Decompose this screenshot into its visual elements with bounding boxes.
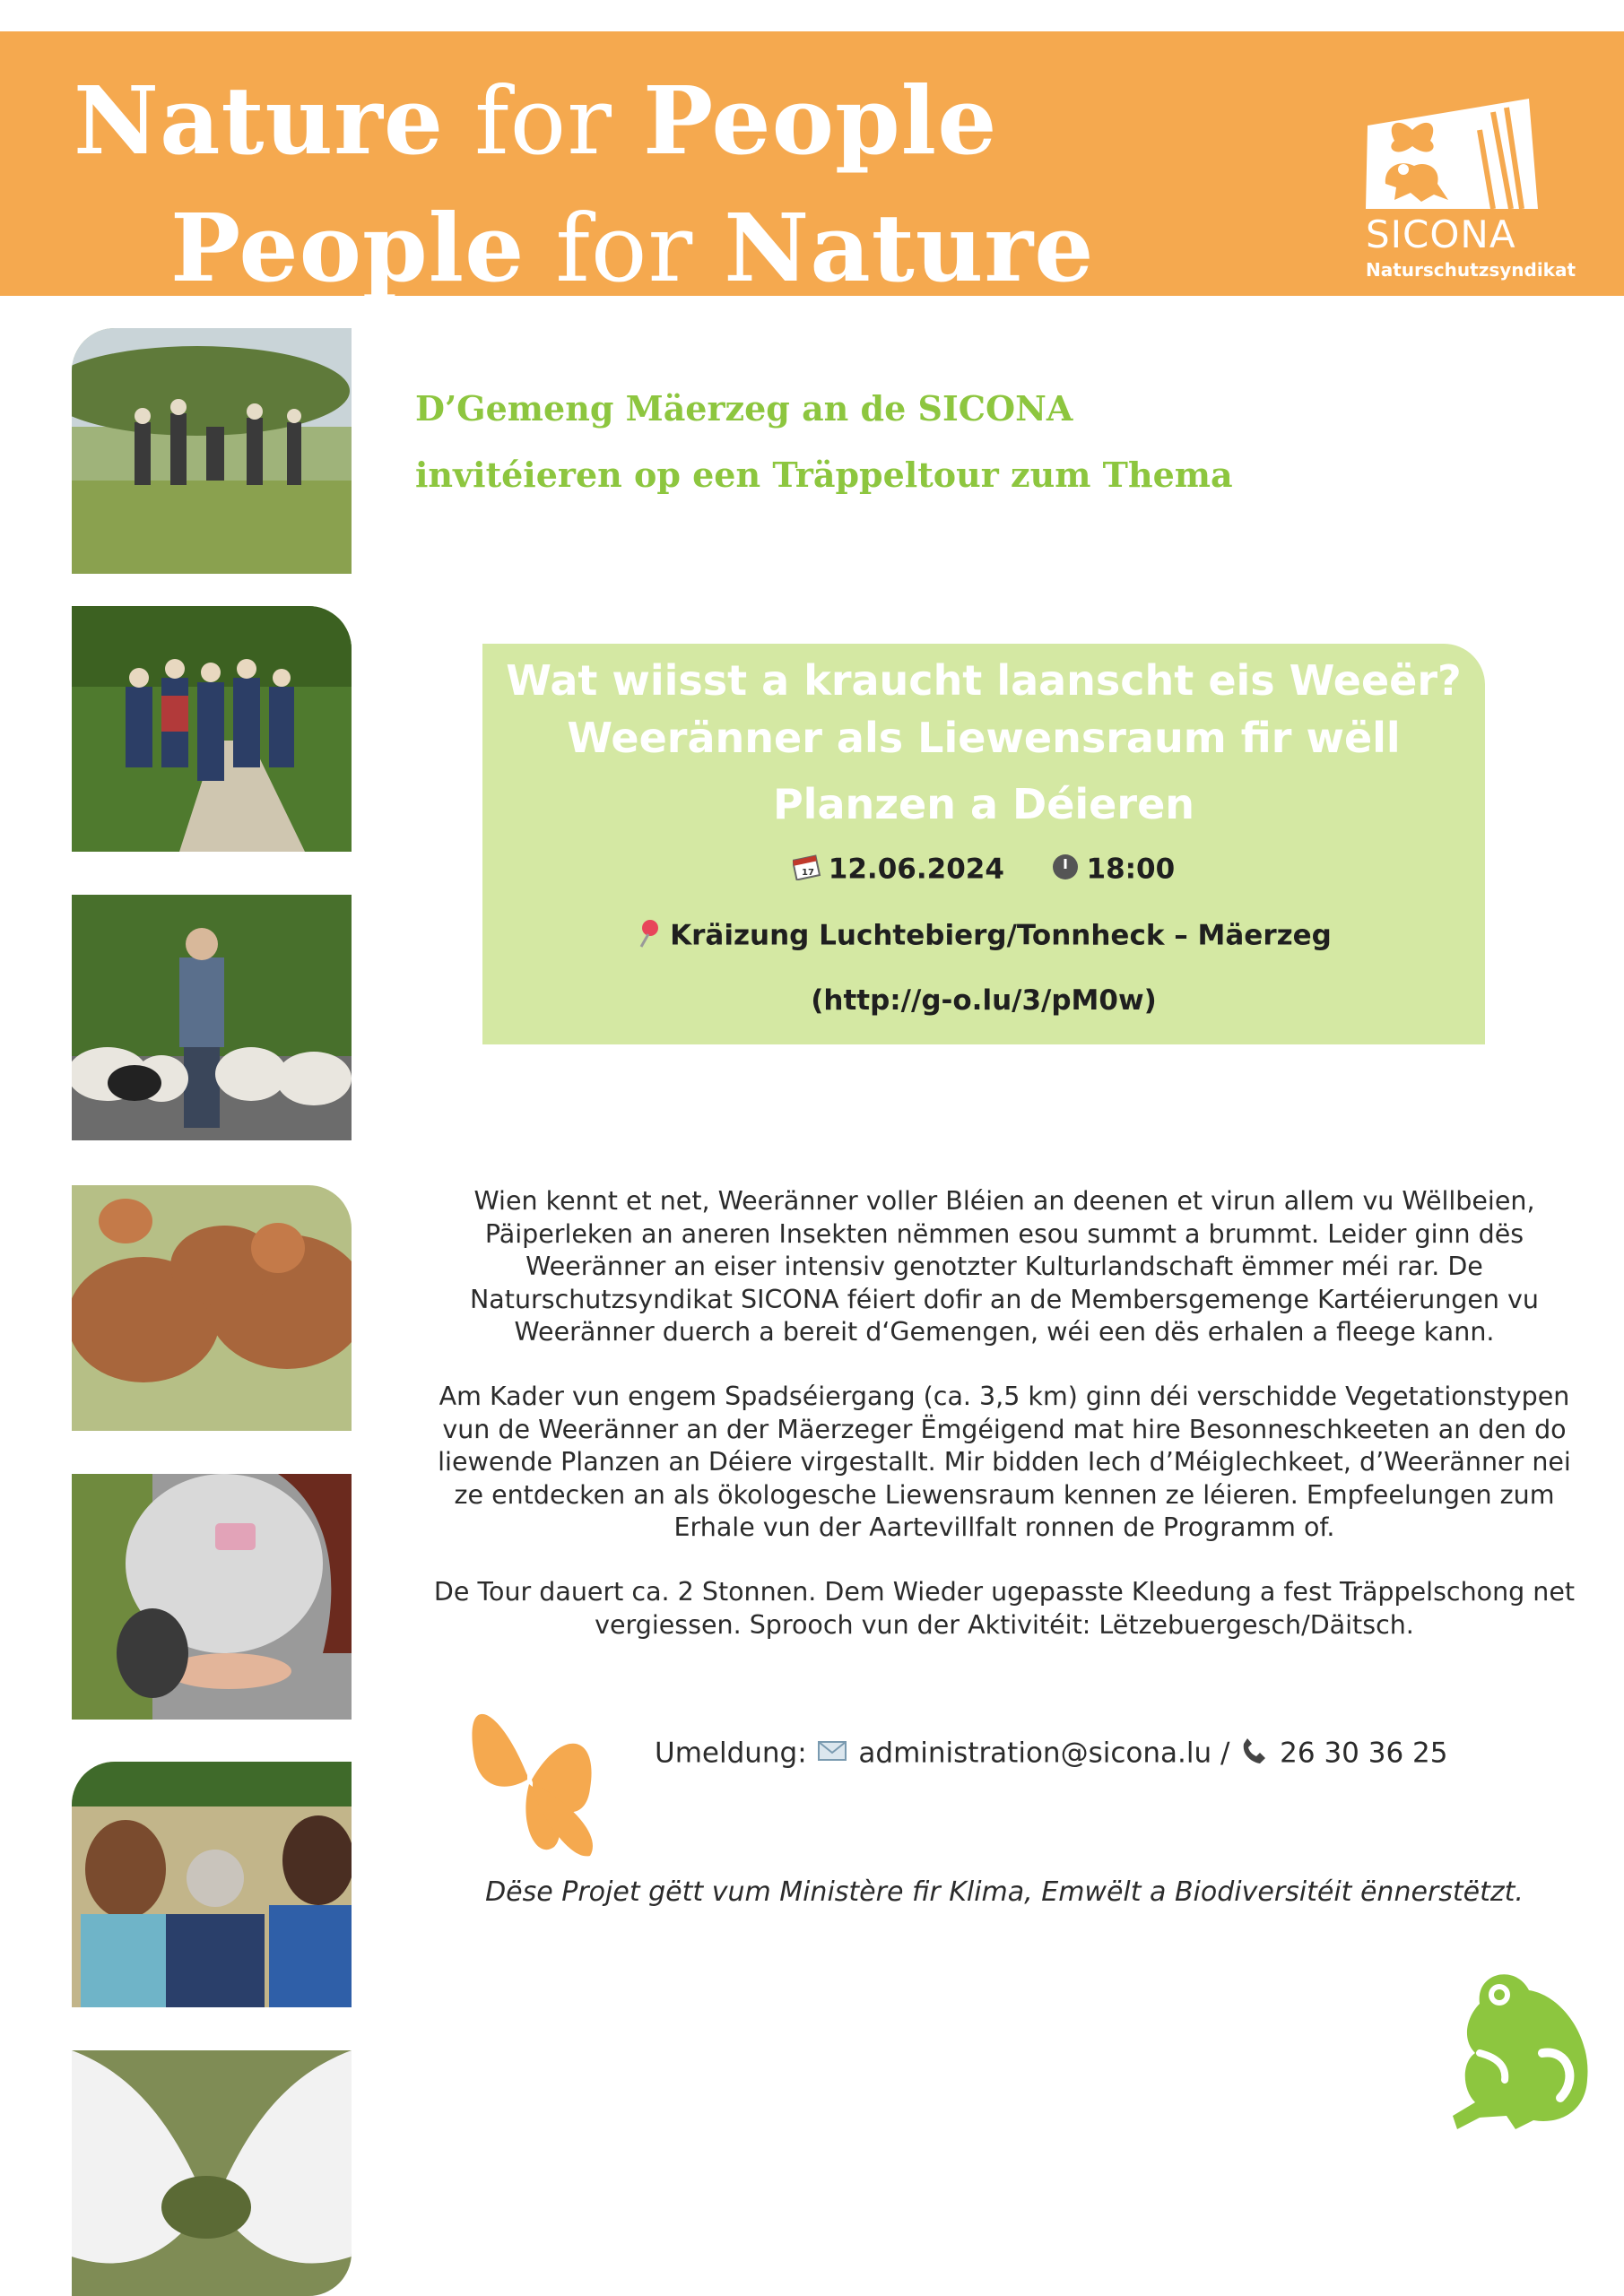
headline-word: Nature [74,65,445,176]
invitation-line-2: invitéieren op een Träppeltour zum Thema [415,455,1233,495]
event-date: 12.06.2024 [828,853,1004,886]
event-datetime [482,853,1485,888]
photo-shepherd-with-sheep [72,895,352,1140]
event-title-line-3: Planzen a Déieren [772,780,1195,828]
logo-graphic [1359,94,1547,211]
sicona-logo [1359,94,1576,287]
frog-icon [1426,1954,1605,2137]
registration-label: Umeldung: [655,1737,807,1770]
header-banner [0,31,1624,303]
description-paragraph-3: De Tour dauert ca. 2 Stonnen. Dem Wieder ugepasste Kleedung a fest Träppelschong net vergiessen. Sprooch vun der Aktivitéit: Lëtzebuergesch/Däitsch. [433,1577,1576,1640]
event-title-line-2: Weeränner als Liewensraum fir wëll [567,714,1401,762]
event-map-link[interactable]: (http://g-o.lu/3/pM0w) [811,984,1157,1017]
phone-icon [1238,1737,1271,1772]
description-paragraph-2: Am Kader vun engem Spadséiergang (ca. 3,5 km) ginn déi verschidde Vegetationstypen vun de Weeränner an der Mäerzeger Ëmgéigend mat hire Besonneschkeeten an den do liewende Planzen an Déiere virgestallt. Mir bidden Iech d’Méiglechkeet, d’Weeränner nei ze entdecken an als ökologesche Liewensraum kennen ze léieren. Empfeelungen zum Erhale vun der Aartevillfalt ronnen de Programm of. [438,1382,1571,1542]
email-icon [816,1738,850,1771]
event-time: 18:00 [1086,853,1176,886]
logo-subtitle: Naturschutzsyndikat [1366,259,1576,281]
headline-word: for [555,194,694,303]
phone-number[interactable]: 26 30 36 25 [1280,1737,1448,1770]
svg-text:17: 17 [801,868,814,878]
headline-line-2 [170,193,1095,303]
headline-line-1 [74,65,998,176]
event-location [482,918,1485,956]
map-pin-icon [636,918,663,956]
butterfly-icon [456,1690,608,1864]
contact-separator: / [1220,1737,1230,1770]
headline-word: Nature [724,193,1095,303]
clock-icon [1051,853,1080,888]
email-link[interactable]: administration@sicona.lu [858,1737,1212,1770]
description-paragraph-1: Wien kennt et net, Weeränner voller Bléien an deenen et virun allem vu Wëllbeien, Päiperleken an aneren Insekten nëmmen esou summt a brummt. Leider ginn dës Weeränner an eiser intensiv genotzter Kulturlandschaft ëmmer méi rar. De Naturschutzsyndikat SICONA féiert dofir an de Membersgemenge Kartéierungen vu Weeränner duerch a bereit d‘Gemengen, wéi een dës erhalen a fleege kann. [469,1186,1539,1347]
event-title-line-1: Wat wiisst a kraucht laanscht eis Weeër? [506,656,1462,705]
photo-group-on-path [72,606,352,852]
photo-person-with-phone [72,1474,352,1720]
photo-people-in-meadow [72,1762,352,2007]
invitation-line-1: D’Gemeng Mäerzeg an de SICONA [415,388,1073,429]
event-box [482,644,1485,1044]
photo-hands-holding-frog [72,2050,352,2296]
event-location-text: Kräizung Luchtebierg/Tonnheck – Mäerzeg [670,919,1332,952]
calendar-icon [793,853,821,888]
photo-cattle [72,1185,352,1431]
headline-word: People [170,193,525,303]
photo-group-in-field [72,328,352,574]
headline-word: for [474,66,612,176]
registration-contact [655,1737,1448,1772]
funding-note: Dëse Projet gëtt vum Ministère fir Klima, Emwëlt a Biodiversitéit ënnerstëtzt. [485,1876,1524,1908]
logo-wordmark: SICONA [1366,212,1516,256]
headline-word: People [643,65,998,176]
